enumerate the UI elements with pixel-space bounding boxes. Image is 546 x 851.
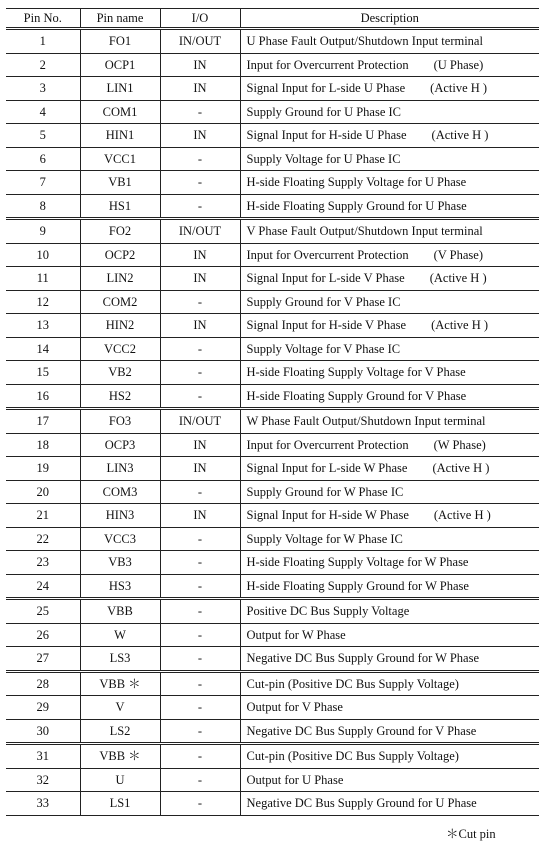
table-row xyxy=(6,314,539,338)
pin-description: Negative DC Bus Supply Ground for V Phase xyxy=(240,719,539,744)
pin-io: - xyxy=(160,719,240,744)
pin-description: Signal Input for L-side W Phase (Active H ) xyxy=(240,457,539,481)
pin-description: Supply Ground for U Phase IC xyxy=(240,100,539,124)
pin-description: Input for Overcurrent Protection (U Phase) xyxy=(240,53,539,77)
pin-description: H-side Floating Supply Voltage for V Phase xyxy=(240,361,539,385)
table-row xyxy=(6,29,539,54)
header-row xyxy=(6,9,539,29)
pin-description: V Phase Fault Output/Shutdown Input terminal xyxy=(240,219,539,244)
pin-number: 16 xyxy=(6,384,80,409)
pin-table-body xyxy=(6,29,539,816)
pin-io: - xyxy=(160,744,240,769)
pin-io: IN/OUT xyxy=(160,219,240,244)
pin-number: 4 xyxy=(6,100,80,124)
table-row xyxy=(6,696,539,720)
pin-name: COM1 xyxy=(80,100,160,124)
table-row xyxy=(6,100,539,124)
header-io: I/O xyxy=(160,9,240,29)
table-row xyxy=(6,290,539,314)
pin-io: IN xyxy=(160,504,240,528)
pin-name: VB1 xyxy=(80,171,160,195)
table-row xyxy=(6,219,539,244)
pin-name: LIN2 xyxy=(80,267,160,291)
pin-number: 15 xyxy=(6,361,80,385)
pin-name: LS2 xyxy=(80,719,160,744)
pin-description: Supply Ground for V Phase IC xyxy=(240,290,539,314)
pin-number: 23 xyxy=(6,551,80,575)
pin-io: - xyxy=(160,527,240,551)
pin-io: IN xyxy=(160,267,240,291)
table-row xyxy=(6,337,539,361)
table-row xyxy=(6,480,539,504)
pin-name: VBB ＊ xyxy=(80,744,160,769)
pin-number: 9 xyxy=(6,219,80,244)
pin-name: VB3 xyxy=(80,551,160,575)
table-row xyxy=(6,574,539,599)
pin-name: COM3 xyxy=(80,480,160,504)
table-row xyxy=(6,243,539,267)
pin-description: Input for Overcurrent Protection (W Phase) xyxy=(240,433,539,457)
pin-name: HS1 xyxy=(80,194,160,219)
pin-name: HS2 xyxy=(80,384,160,409)
pin-name: HIN3 xyxy=(80,504,160,528)
pin-number: 1 xyxy=(6,29,80,54)
pin-io: - xyxy=(160,647,240,672)
table-row xyxy=(6,409,539,434)
pin-number: 11 xyxy=(6,267,80,291)
pin-description: Supply Voltage for U Phase IC xyxy=(240,147,539,171)
pin-name: FO2 xyxy=(80,219,160,244)
pin-number: 31 xyxy=(6,744,80,769)
pin-description: H-side Floating Supply Voltage for W Phase xyxy=(240,551,539,575)
pin-name: LS3 xyxy=(80,647,160,672)
pin-io: - xyxy=(160,480,240,504)
pin-number: 30 xyxy=(6,719,80,744)
pin-description: Output for V Phase xyxy=(240,696,539,720)
pin-description: Cut-pin (Positive DC Bus Supply Voltage) xyxy=(240,671,539,696)
pin-number: 5 xyxy=(6,124,80,148)
table-row xyxy=(6,599,539,624)
table-row xyxy=(6,77,539,101)
pin-io: IN/OUT xyxy=(160,409,240,434)
pin-number: 18 xyxy=(6,433,80,457)
table-row xyxy=(6,433,539,457)
pin-io: IN xyxy=(160,314,240,338)
pin-table xyxy=(6,8,539,816)
pin-io: IN xyxy=(160,433,240,457)
table-row xyxy=(6,361,539,385)
pin-description: Positive DC Bus Supply Voltage xyxy=(240,599,539,624)
table-row xyxy=(6,623,539,647)
pin-name: VBB ＊ xyxy=(80,671,160,696)
pin-name: LS1 xyxy=(80,792,160,816)
pin-number: 17 xyxy=(6,409,80,434)
pin-description: Supply Ground for W Phase IC xyxy=(240,480,539,504)
pin-name: LIN3 xyxy=(80,457,160,481)
footnote-cut-pin: ＊Cut pin xyxy=(446,827,496,841)
pin-name: COM2 xyxy=(80,290,160,314)
pin-number: 25 xyxy=(6,599,80,624)
pin-name: HIN2 xyxy=(80,314,160,338)
table-row xyxy=(6,504,539,528)
pin-io: - xyxy=(160,194,240,219)
pin-io: - xyxy=(160,551,240,575)
header-description: Description xyxy=(240,9,539,29)
pin-number: 14 xyxy=(6,337,80,361)
pin-name: VBB xyxy=(80,599,160,624)
pin-description: Supply Voltage for W Phase IC xyxy=(240,527,539,551)
pin-io: - xyxy=(160,337,240,361)
pin-number: 33 xyxy=(6,792,80,816)
pin-name: VCC1 xyxy=(80,147,160,171)
pin-io: - xyxy=(160,696,240,720)
pin-name: HIN1 xyxy=(80,124,160,148)
table-row xyxy=(6,647,539,672)
pin-io: - xyxy=(160,671,240,696)
pin-io: - xyxy=(160,290,240,314)
pin-name: W xyxy=(80,623,160,647)
pin-description: Signal Input for H-side V Phase (Active H ) xyxy=(240,314,539,338)
pin-name: FO3 xyxy=(80,409,160,434)
pin-number: 6 xyxy=(6,147,80,171)
table-row xyxy=(6,147,539,171)
pin-io: IN xyxy=(160,243,240,267)
pin-io: IN xyxy=(160,457,240,481)
pin-number: 26 xyxy=(6,623,80,647)
header-pin-name: Pin name xyxy=(80,9,160,29)
pin-description: Signal Input for L-side U Phase (Active H ) xyxy=(240,77,539,101)
table-row xyxy=(6,171,539,195)
pin-description: H-side Floating Supply Ground for V Phase xyxy=(240,384,539,409)
pin-io: - xyxy=(160,623,240,647)
pin-name: HS3 xyxy=(80,574,160,599)
pin-number: 28 xyxy=(6,671,80,696)
pin-description: Output for U Phase xyxy=(240,768,539,792)
pin-name: OCP3 xyxy=(80,433,160,457)
pin-number: 8 xyxy=(6,194,80,219)
pin-number: 13 xyxy=(6,314,80,338)
pin-description: Cut-pin (Positive DC Bus Supply Voltage) xyxy=(240,744,539,769)
table-row xyxy=(6,194,539,219)
pin-io: IN/OUT xyxy=(160,29,240,54)
pin-description: Negative DC Bus Supply Ground for U Phase xyxy=(240,792,539,816)
pin-description: Input for Overcurrent Protection (V Phase) xyxy=(240,243,539,267)
pin-name: VB2 xyxy=(80,361,160,385)
pin-name: FO1 xyxy=(80,29,160,54)
pin-io: - xyxy=(160,361,240,385)
pin-io: - xyxy=(160,599,240,624)
header-pin-no: Pin No. xyxy=(6,9,80,29)
pin-number: 29 xyxy=(6,696,80,720)
pin-number: 21 xyxy=(6,504,80,528)
pin-number: 12 xyxy=(6,290,80,314)
pin-name: OCP2 xyxy=(80,243,160,267)
pin-number: 24 xyxy=(6,574,80,599)
pin-io: - xyxy=(160,147,240,171)
pin-number: 27 xyxy=(6,647,80,672)
table-row xyxy=(6,457,539,481)
pin-io: IN xyxy=(160,77,240,101)
pin-description: Negative DC Bus Supply Ground for W Phase xyxy=(240,647,539,672)
pin-io: IN xyxy=(160,124,240,148)
pin-number: 7 xyxy=(6,171,80,195)
table-row xyxy=(6,527,539,551)
pin-number: 3 xyxy=(6,77,80,101)
pin-description: Signal Input for H-side W Phase (Active H ) xyxy=(240,504,539,528)
table-row xyxy=(6,384,539,409)
pin-io: - xyxy=(160,100,240,124)
pin-description: H-side Floating Supply Ground for W Phase xyxy=(240,574,539,599)
table-row xyxy=(6,267,539,291)
pin-number: 10 xyxy=(6,243,80,267)
table-row xyxy=(6,744,539,769)
pin-name: LIN1 xyxy=(80,77,160,101)
pin-io: - xyxy=(160,384,240,409)
pin-name: VCC2 xyxy=(80,337,160,361)
pin-name: VCC3 xyxy=(80,527,160,551)
pin-number: 22 xyxy=(6,527,80,551)
pin-io: - xyxy=(160,768,240,792)
pin-description: U Phase Fault Output/Shutdown Input terminal xyxy=(240,29,539,54)
pin-io: - xyxy=(160,792,240,816)
pin-description: Supply Voltage for V Phase IC xyxy=(240,337,539,361)
pin-description: W Phase Fault Output/Shutdown Input terminal xyxy=(240,409,539,434)
pin-description: H-side Floating Supply Voltage for U Phase xyxy=(240,171,539,195)
pin-name: U xyxy=(80,768,160,792)
pin-number: 32 xyxy=(6,768,80,792)
pin-number: 19 xyxy=(6,457,80,481)
table-row xyxy=(6,792,539,816)
table-row xyxy=(6,719,539,744)
table-row xyxy=(6,124,539,148)
pin-description: H-side Floating Supply Ground for U Phase xyxy=(240,194,539,219)
pin-number: 20 xyxy=(6,480,80,504)
table-row xyxy=(6,551,539,575)
pin-io: - xyxy=(160,171,240,195)
pin-description: Output for W Phase xyxy=(240,623,539,647)
table-row xyxy=(6,768,539,792)
pin-io: IN xyxy=(160,53,240,77)
table-row xyxy=(6,53,539,77)
pin-description: Signal Input for H-side U Phase (Active H ) xyxy=(240,124,539,148)
pin-io: - xyxy=(160,574,240,599)
pin-number: 2 xyxy=(6,53,80,77)
table-row xyxy=(6,671,539,696)
pin-description: Signal Input for L-side V Phase (Active H ) xyxy=(240,267,539,291)
pin-name: OCP1 xyxy=(80,53,160,77)
pin-name: V xyxy=(80,696,160,720)
